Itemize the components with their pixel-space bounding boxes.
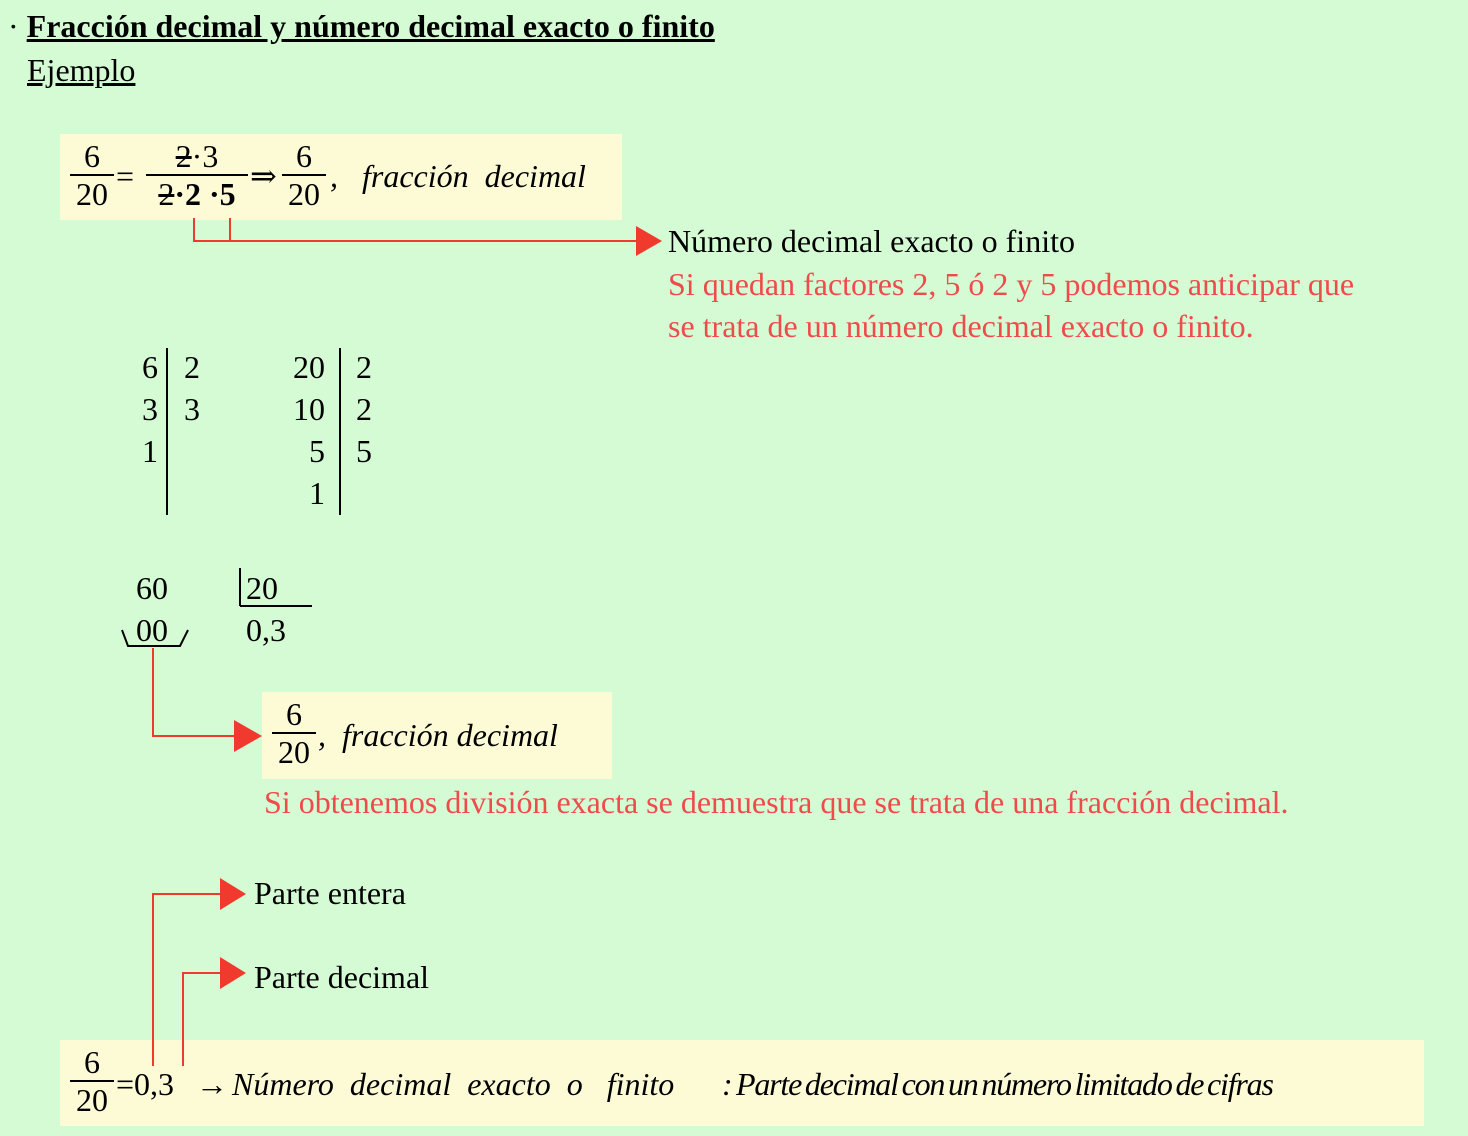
division-remainder: 00 <box>136 612 168 648</box>
factor-value: 5 <box>356 433 372 469</box>
factor-value: 5 <box>309 433 325 469</box>
arrowhead-integer-part <box>220 878 246 910</box>
eq3-den: 20 <box>76 1082 108 1118</box>
arrowhead-eq2 <box>234 720 262 752</box>
note1-line2: se trata de un número decimal exacto o finito. <box>668 308 1254 344</box>
factor-value: 10 <box>293 391 325 427</box>
factor-value: 1 <box>309 475 325 511</box>
subtitle: Ejemplo <box>27 52 136 88</box>
arrow-to-eq2 <box>153 648 236 736</box>
arrow-to-note1 <box>194 218 636 241</box>
eq1-mid-num-rest: ·3 <box>191 138 219 174</box>
factor-value: 3 <box>184 391 200 427</box>
arrow-decimal-part <box>183 973 222 1066</box>
arrow-integer-part <box>153 894 222 1066</box>
division-quotient: 0,3 <box>246 612 286 648</box>
eq3-desc: Parte decimal con un número limitado de cifras <box>736 1066 1273 1102</box>
division-bracket <box>122 568 312 646</box>
eq1-mid-den-rest: ·2 ·5 <box>174 176 236 212</box>
eq3-text: Número decimal exacto o finito <box>232 1066 675 1102</box>
implies-arrow: ⇒ <box>250 158 277 194</box>
division-divisor: 20 <box>246 570 278 606</box>
note2-text: Si obtenemos división exacta se demuestra que se trata de una fracción decimal. <box>264 784 1289 820</box>
decimal-part-label: Parte decimal <box>254 959 430 995</box>
arrowhead-decimal-part <box>220 957 246 989</box>
eq3-arrow: → <box>196 1066 228 1102</box>
factor-value: 2 <box>184 349 200 385</box>
factor-value: 3 <box>142 391 158 427</box>
eq2-num: 6 <box>286 696 302 732</box>
eq1-rhs-num: 6 <box>296 138 312 174</box>
division-dividend: 60 <box>136 570 168 606</box>
eq1-rhs-den: 20 <box>288 176 320 212</box>
note1-title: Número decimal exacto o finito <box>668 223 1075 259</box>
eq1-lhs-num: 6 <box>84 138 100 174</box>
bullet: · <box>8 8 19 44</box>
eq1-label: fracción decimal <box>362 158 586 194</box>
eq3-rhs: =0,3 <box>116 1066 175 1102</box>
eq1-equals: = <box>116 158 135 194</box>
eq2-den: 20 <box>278 734 310 770</box>
eq1-lhs-den: 20 <box>76 176 108 212</box>
factor-value: 2 <box>356 391 372 427</box>
note1-line1: Si quedan factores 2, 5 ó 2 y 5 podemos anticipar que <box>668 266 1355 302</box>
factor-value: 1 <box>142 433 158 469</box>
cancelled-factor: 2 <box>158 176 175 212</box>
factor-value: 6 <box>142 349 158 385</box>
cancelled-factor: 2 <box>175 138 192 174</box>
eq1-comma: , <box>330 158 338 194</box>
page-title: Fracción decimal y número decimal exacto o finito <box>26 8 715 44</box>
eq3-colon: : <box>722 1066 733 1102</box>
factor-value: 2 <box>356 349 372 385</box>
factor-value: 20 <box>293 349 325 385</box>
eq2-label: , fracción decimal <box>318 717 558 753</box>
arrowhead-note1 <box>636 226 662 256</box>
eq3-num: 6 <box>84 1044 100 1080</box>
integer-part-label: Parte entera <box>254 875 406 911</box>
